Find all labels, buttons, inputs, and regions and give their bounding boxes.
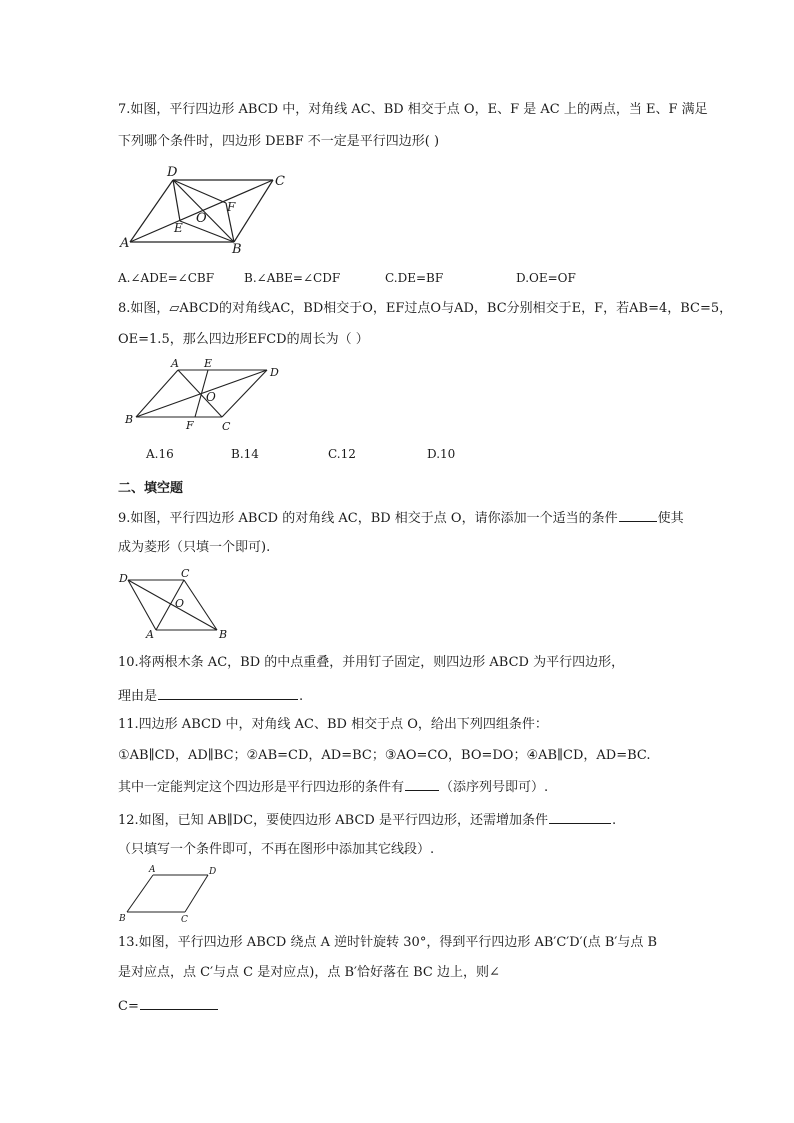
q7-label-c: C <box>275 174 285 189</box>
q7-label-e: E <box>174 221 183 235</box>
q7-option-c: C.DE=BF <box>385 271 444 285</box>
q12-text-line1-part2: . <box>611 813 617 828</box>
q7-label-f: F <box>227 200 236 214</box>
q9-label-d: D <box>119 572 128 585</box>
q8-label-e: E <box>204 357 213 370</box>
q13-text-line1: 13.如图，平行四边形 ABCD 绕点 A 逆时针旋转 30°，得到平行四边形 AB′C′D′(点 B′与点 B <box>118 935 658 950</box>
q10-text-line2-part2: . <box>299 689 304 704</box>
section-title-fill-blank: 二、填空题 <box>118 481 184 496</box>
q8-label-b: B <box>125 413 134 426</box>
q10-text-line1: 10.将两根木条 AC，BD 的中点重叠，并用钉子固定，则四边形 ABCD 为平行四边形， <box>118 655 625 670</box>
q7-label-o: O <box>196 211 207 226</box>
q9-diagram <box>118 567 233 642</box>
q12-text-line2: （只填写一个条件即可，不再在图形中添加其它线段）. <box>118 842 435 857</box>
q9-figure <box>118 567 233 642</box>
q9-text-line2: 成为菱形（只填一个即可). <box>118 540 271 555</box>
q9-label-a: A <box>146 628 154 641</box>
q13-text-line2: 是对应点，点 C′与点 C 是对应点)，点 B′恰好落在 BC 边上，则∠ <box>118 965 500 980</box>
q8-label-a: A <box>171 357 179 370</box>
q12-label-c: C <box>181 915 188 925</box>
q7-option-b: B.∠ABE=∠CDF <box>244 271 341 285</box>
q7-text-line1: 7.如图，平行四边形 ABCD 中，对角线 AC、BD 相交于点 O，E、F 是 AC 上的两点，当 E、F 满足 <box>118 102 708 117</box>
q11-text-line1: 11.四边形 ABCD 中，对角线 AC、BD 相交于点 O，给出下列四组条件： <box>118 717 548 732</box>
q8-label-c: C <box>222 420 231 433</box>
q8-option-c: C.12 <box>328 447 356 461</box>
q9-label-b: B <box>219 628 228 641</box>
q12-diagram <box>118 863 223 925</box>
q7-label-a: A <box>120 236 130 251</box>
q12-answer-blank[interactable] <box>549 810 611 824</box>
q12-text-line1 <box>118 810 616 830</box>
q13-answer-blank[interactable] <box>140 996 218 1010</box>
q8-diagram <box>122 356 287 436</box>
q12-label-b: B <box>119 914 126 924</box>
q7-diagram <box>118 163 293 255</box>
q12-label-a: A <box>149 865 156 875</box>
q7-text-line2: 下列哪个条件时，四边形 DEBF 不一定是平行四边形( ) <box>118 134 440 149</box>
q11-text-line3-part1: 其中一定能判定这个四边形是平行四边形的条件有 <box>118 780 405 795</box>
q9-answer-blank[interactable] <box>619 508 657 522</box>
q9-text-line1-part1: 9.如图，平行四边形 ABCD 的对角线 AC，BD 相交于点 O，请你添加一个适当的条件 <box>118 511 618 526</box>
q8-text-line1: 8.如图，▱ABCD的对角线AC，BD相交于O，EF过点O与AD，BC分别相交于E，F，若AB=4，BC=5， <box>118 301 733 316</box>
q7-option-d: D.OE=OF <box>516 271 576 285</box>
q8-label-o: O <box>206 390 216 404</box>
q12-figure <box>118 863 223 925</box>
q12-text-line1-part1: 12.如图，已知 AB∥DC，要使四边形 ABCD 是平行四边形，还需增加条件 <box>118 813 548 828</box>
q11-text-line3 <box>118 777 548 797</box>
q9-text-line1 <box>118 508 684 528</box>
q7-option-a: A.∠ADE=∠CBF <box>118 271 215 285</box>
q9-label-o: O <box>175 597 185 610</box>
q8-label-d: D <box>270 366 279 379</box>
q7-label-d: D <box>167 165 178 180</box>
q9-label-c: C <box>181 567 190 580</box>
q9-text-line1-part2: 使其 <box>657 511 684 526</box>
q11-text-line2: ①AB∥CD，AD∥BC；②AB=CD，AD=BC；③AO=CO，BO=DO；④AB∥CD，AD=BC. <box>118 748 651 763</box>
q8-option-a: A.16 <box>146 447 174 461</box>
q13-text-line3-part1: C= <box>118 999 139 1014</box>
q8-option-d: D.10 <box>427 447 456 461</box>
q11-text-line3-part2: （添序列号即可）. <box>440 780 549 795</box>
q7-figure <box>118 163 293 255</box>
q8-text-line2: OE=1.5，那么四边形EFCD的周长为（ ） <box>118 332 369 347</box>
q12-label-d: D <box>209 867 217 877</box>
q10-text-line2-part1: 理由是 <box>118 689 158 704</box>
q7-label-b: B <box>232 242 242 257</box>
q8-option-b: B.14 <box>231 447 259 461</box>
q10-answer-blank[interactable] <box>158 686 298 700</box>
q8-figure <box>122 356 287 436</box>
q11-answer-blank[interactable] <box>405 777 439 791</box>
q10-text-line2 <box>118 686 303 706</box>
q13-text-line3 <box>118 996 219 1016</box>
q8-label-f: F <box>186 419 194 432</box>
